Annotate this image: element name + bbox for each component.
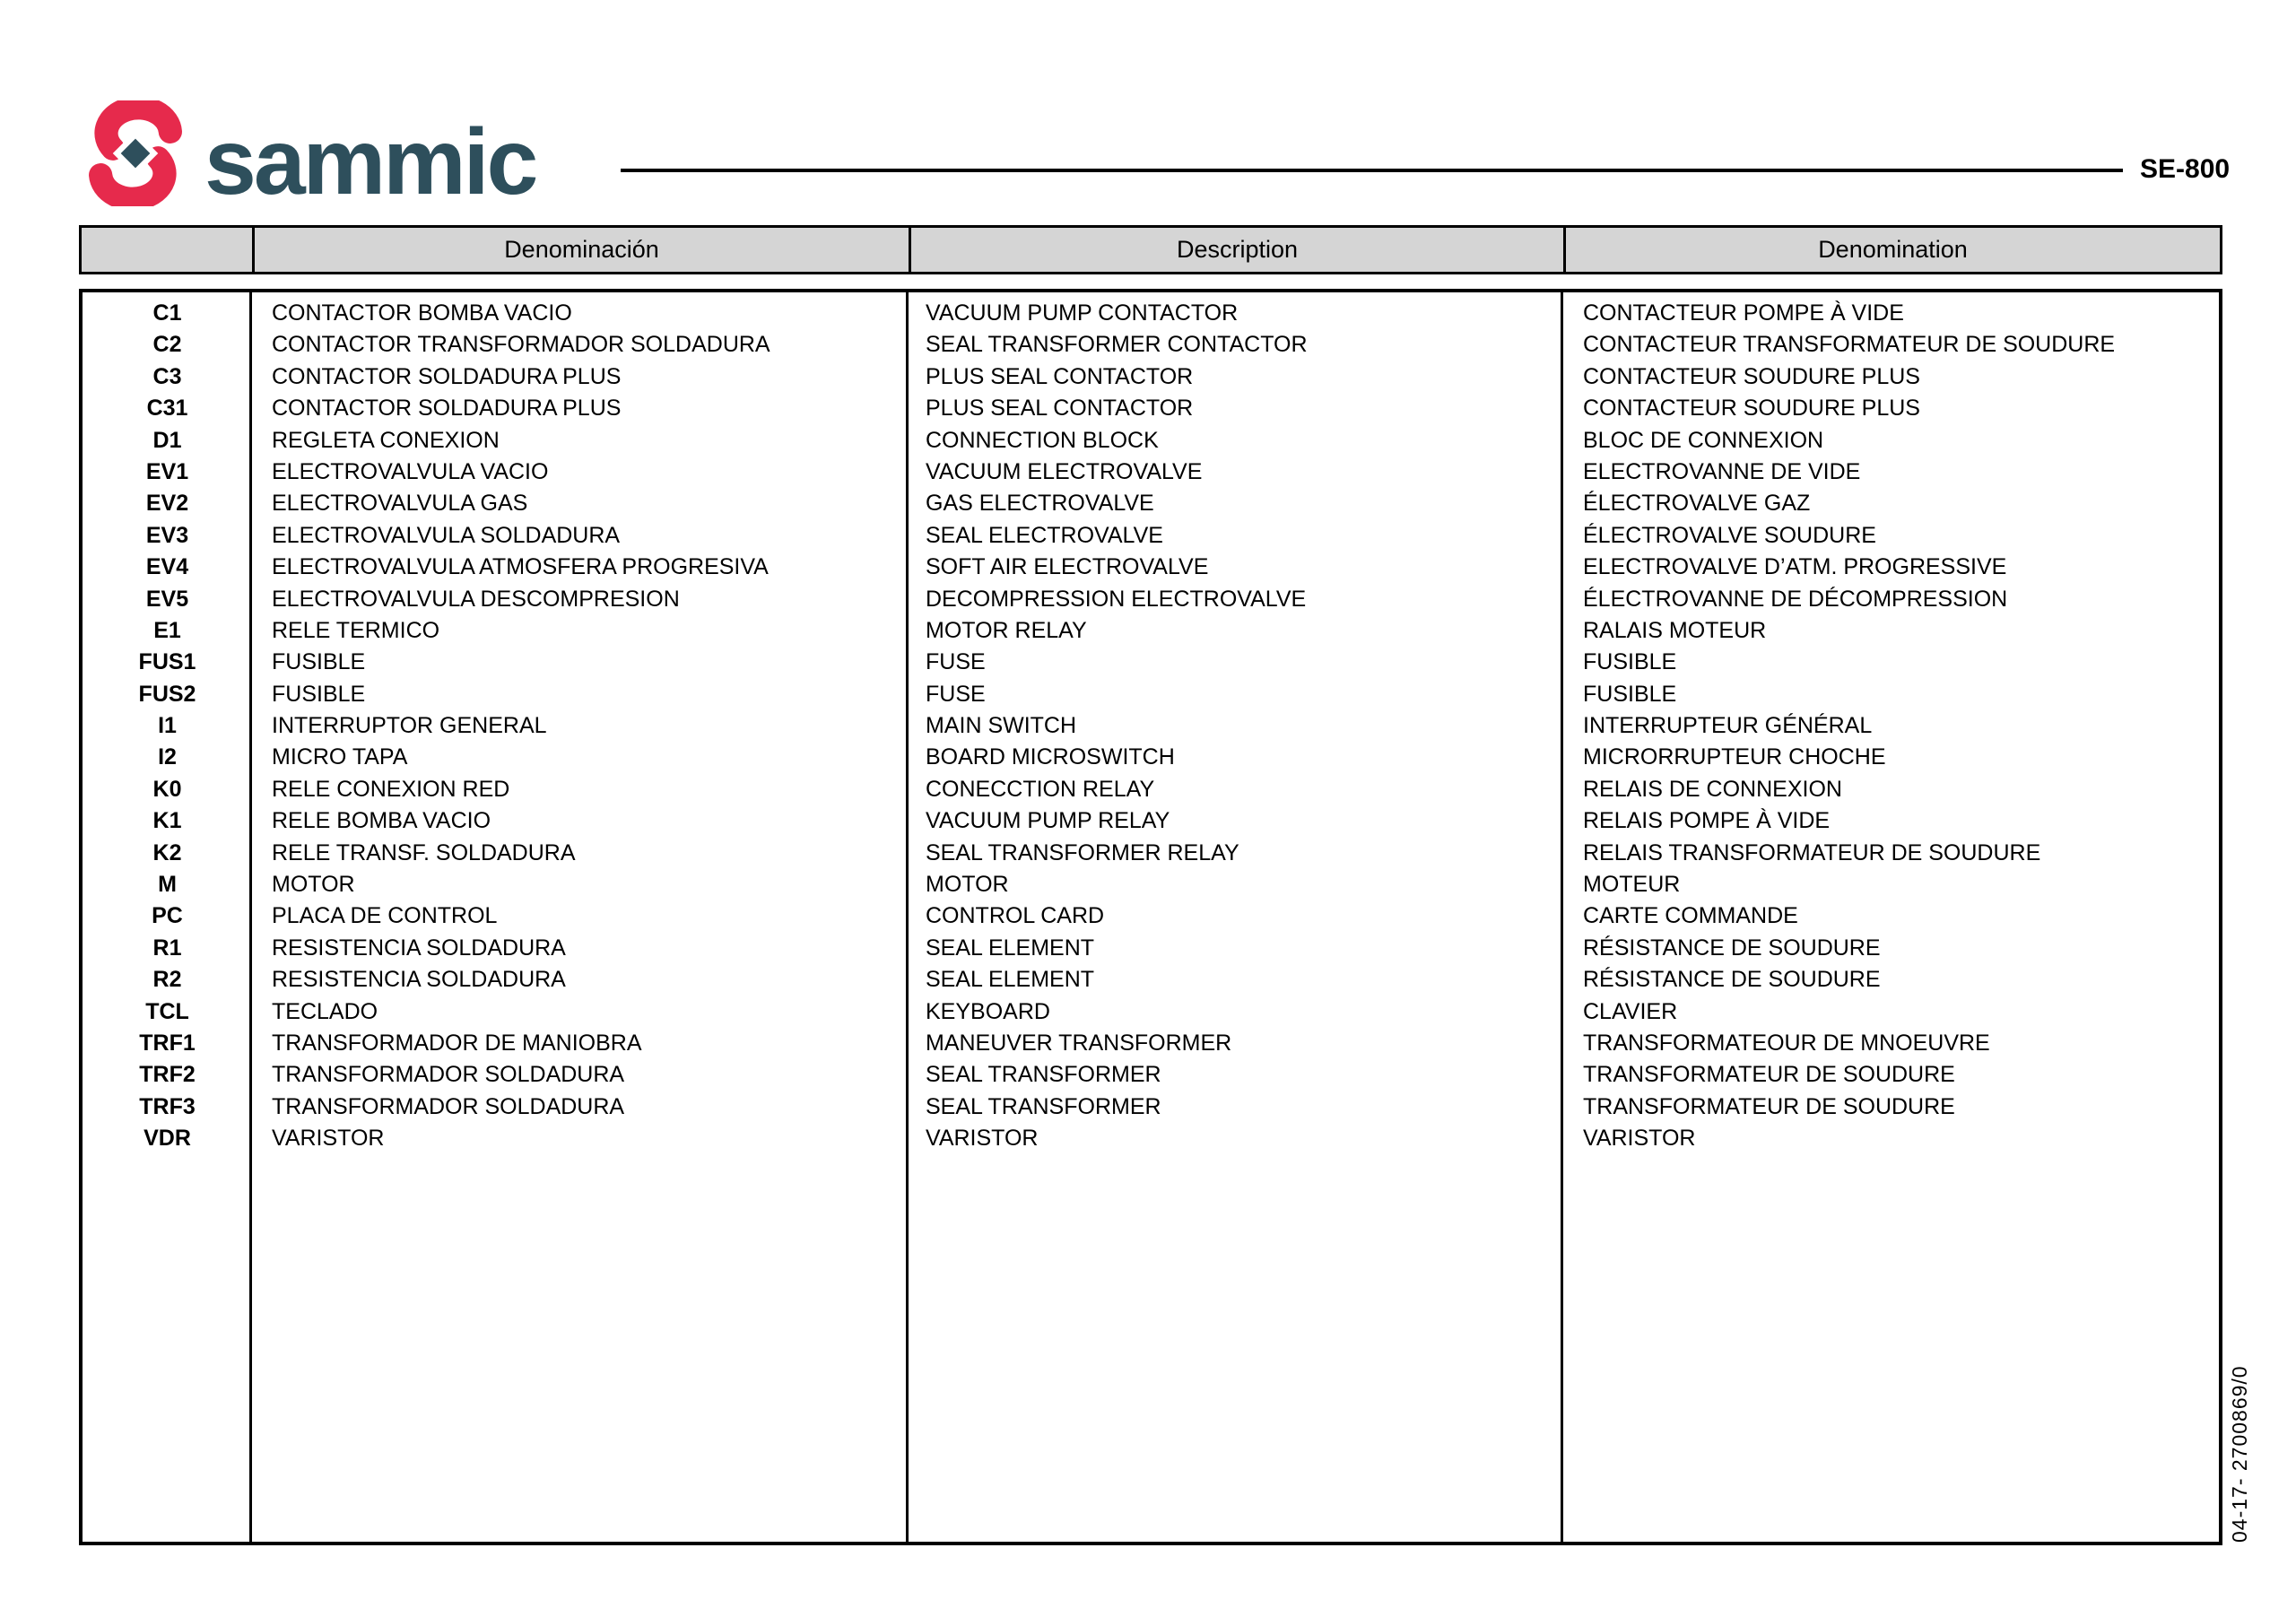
denominacion-cell: RELE TRANSF. SOLDADURA <box>272 839 576 865</box>
code-cell: FUS2 <box>138 681 196 707</box>
description-cell: CONECCTION RELAY <box>926 776 1155 802</box>
denomination-cell: CONTACTEUR TRANSFORMATEUR DE SOUDURE <box>1583 332 2116 358</box>
denomination-cell: RALAIS MOTEUR <box>1583 617 1767 643</box>
code-cell: TRF3 <box>139 1093 196 1119</box>
denomination-cell: RELAIS POMPE À VIDE <box>1583 808 1831 834</box>
table-row <box>83 488 2219 519</box>
description-cell: VACUUM ELECTROVALVE <box>926 458 1203 484</box>
description-cell: SEAL ELECTROVALVE <box>926 522 1163 548</box>
header-cell-code <box>82 228 252 272</box>
table-row <box>83 742 2219 773</box>
denomination-cell: TRANSFORMATEUR DE SOUDURE <box>1583 1093 1955 1119</box>
denominacion-cell: ELECTROVALVULA VACIO <box>272 458 549 484</box>
denominacion-cell: ELECTROVALVULA ATMOSFERA PROGRESIVA <box>272 554 769 580</box>
denominacion-cell: REGLETA CONEXION <box>272 427 500 453</box>
code-cell: EV5 <box>145 586 189 612</box>
denominacion-cell: PLACA DE CONTROL <box>272 903 498 929</box>
code-cell: E1 <box>153 617 181 643</box>
table-row <box>83 552 2219 583</box>
code-cell: EV3 <box>145 522 189 548</box>
denominacion-cell: ELECTROVALVULA GAS <box>272 491 528 517</box>
table-row <box>83 900 2219 932</box>
table-row <box>83 393 2219 424</box>
code-cell: C3 <box>152 363 182 389</box>
table-rows <box>83 292 2219 1155</box>
description-cell: FUSE <box>926 649 986 675</box>
denominacion-cell: TRANSFORMADOR DE MANIOBRA <box>272 1030 642 1056</box>
code-cell: K1 <box>152 808 182 834</box>
code-cell: C1 <box>152 300 182 326</box>
description-cell: VARISTOR <box>926 1126 1039 1152</box>
denomination-cell: BLOC DE CONNEXION <box>1583 427 1824 453</box>
table-row <box>83 933 2219 964</box>
description-cell: PLUS SEAL CONTACTOR <box>926 396 1194 422</box>
denominacion-cell: MICRO TAPA <box>272 744 408 770</box>
description-cell: VACUUM PUMP RELAY <box>926 808 1170 834</box>
parts-table <box>79 289 2222 1545</box>
header-cell-denominacion: Denominación <box>252 228 909 272</box>
description-cell: MANEUVER TRANSFORMER <box>926 1030 1232 1056</box>
denominacion-cell: RELE CONEXION RED <box>272 776 510 802</box>
code-cell: PC <box>152 903 183 929</box>
table-row <box>83 805 2219 837</box>
table-row <box>83 520 2219 552</box>
denomination-cell: RÉSISTANCE DE SOUDURE <box>1583 967 1881 993</box>
denomination-cell: FUSIBLE <box>1583 681 1677 707</box>
denomination-cell: MICRORRUPTEUR CHOCHE <box>1583 744 1886 770</box>
description-cell: KEYBOARD <box>926 998 1050 1024</box>
denominacion-cell: CONTACTOR SOLDADURA PLUS <box>272 396 622 422</box>
code-cell: TCL <box>145 998 189 1024</box>
code-cell: K0 <box>152 776 182 802</box>
description-cell: GAS ELECTROVALVE <box>926 491 1154 517</box>
table-row <box>83 1091 2219 1123</box>
description-cell: SEAL ELEMENT <box>926 967 1095 993</box>
table-row <box>83 710 2219 742</box>
code-cell: I2 <box>158 744 177 770</box>
denomination-cell: CONTACTEUR POMPE À VIDE <box>1583 300 1904 326</box>
table-row <box>83 329 2219 361</box>
denomination-cell: RÉSISTANCE DE SOUDURE <box>1583 935 1881 961</box>
table-row <box>83 584 2219 615</box>
table-row <box>83 996 2219 1028</box>
denomination-cell: CLAVIER <box>1583 998 1678 1024</box>
table-row <box>83 298 2219 329</box>
table-row <box>83 1123 2219 1154</box>
denomination-cell: RELAIS TRANSFORMATEUR DE SOUDURE <box>1583 839 2041 865</box>
description-cell: CONNECTION BLOCK <box>926 427 1159 453</box>
description-cell: SEAL TRANSFORMER CONTACTOR <box>926 332 1308 358</box>
denominacion-cell: TECLADO <box>272 998 378 1024</box>
table-row <box>83 425 2219 457</box>
denominacion-cell: ELECTROVALVULA DESCOMPRESION <box>272 586 680 612</box>
table-row <box>83 869 2219 900</box>
denomination-cell: VARISTOR <box>1583 1126 1696 1152</box>
table-row <box>83 615 2219 647</box>
denominacion-cell: CONTACTOR BOMBA VACIO <box>272 300 572 326</box>
table-row <box>83 774 2219 805</box>
code-cell: C31 <box>146 396 188 422</box>
denominacion-cell: FUSIBLE <box>272 649 366 675</box>
denominacion-cell: RELE BOMBA VACIO <box>272 808 491 834</box>
denominacion-cell: MOTOR <box>272 872 355 898</box>
description-cell: BOARD MICROSWITCH <box>926 744 1175 770</box>
description-cell: MAIN SWITCH <box>926 713 1077 739</box>
table-row <box>83 964 2219 996</box>
code-cell: C2 <box>152 332 182 358</box>
description-cell: VACUUM PUMP CONTACTOR <box>926 300 1239 326</box>
table-row <box>83 838 2219 869</box>
description-cell: DECOMPRESSION ELECTROVALVE <box>926 586 1307 612</box>
model-label: SE-800 <box>2140 154 2231 184</box>
code-cell: EV1 <box>145 458 189 484</box>
denominacion-cell: ELECTROVALVULA SOLDADURA <box>272 522 621 548</box>
table-row <box>83 457 2219 488</box>
denomination-cell: ELECTROVANNE DE VIDE <box>1583 458 1861 484</box>
denominacion-cell: FUSIBLE <box>272 681 366 707</box>
table-row <box>83 647 2219 678</box>
table-header-bar <box>79 225 2222 274</box>
code-cell: EV4 <box>145 554 189 580</box>
code-cell: EV2 <box>145 491 189 517</box>
denomination-cell: MOTEUR <box>1583 872 1681 898</box>
header-rule <box>621 169 2123 172</box>
denominacion-cell: RELE TERMICO <box>272 617 440 643</box>
code-cell: M <box>158 872 177 898</box>
denominacion-cell: RESISTENCIA SOLDADURA <box>272 935 566 961</box>
brand-header <box>79 100 536 215</box>
code-cell: K2 <box>152 839 182 865</box>
denomination-cell: CONTACTEUR SOUDURE PLUS <box>1583 396 1920 422</box>
denomination-cell: FUSIBLE <box>1583 649 1677 675</box>
denomination-cell: RELAIS DE CONNEXION <box>1583 776 1842 802</box>
code-cell: R2 <box>152 967 182 993</box>
table-row <box>83 1028 2219 1059</box>
denomination-cell: ELECTROVALVE D’ATM. PROGRESSIVE <box>1583 554 2007 580</box>
denomination-cell: ÉLECTROVALVE GAZ <box>1583 491 1811 517</box>
denominacion-cell: VARISTOR <box>272 1126 385 1152</box>
denominacion-cell: RESISTENCIA SOLDADURA <box>272 967 566 993</box>
code-cell: TRF1 <box>139 1030 196 1056</box>
header-cell-description: Description <box>909 228 1563 272</box>
denomination-cell: INTERRUPTEUR GÉNÉRAL <box>1583 713 1873 739</box>
denomination-cell: CONTACTEUR SOUDURE PLUS <box>1583 363 1920 389</box>
description-cell: SEAL TRANSFORMER <box>926 1093 1161 1119</box>
code-cell: FUS1 <box>138 649 196 675</box>
table-row <box>83 1059 2219 1091</box>
document-number: 04-17- 2700869/0 <box>2228 1365 2251 1543</box>
denominacion-cell: TRANSFORMADOR SOLDADURA <box>272 1062 625 1088</box>
description-cell: SEAL TRANSFORMER <box>926 1062 1161 1088</box>
table-row <box>83 679 2219 710</box>
description-cell: PLUS SEAL CONTACTOR <box>926 363 1194 389</box>
denomination-cell: ÉLECTROVANNE DE DÉCOMPRESSION <box>1583 586 2008 612</box>
header-cell-denomination: Denomination <box>1563 228 2220 272</box>
denominacion-cell: CONTACTOR SOLDADURA PLUS <box>272 363 622 389</box>
denominacion-cell: CONTACTOR TRANSFORMADOR SOLDADURA <box>272 332 770 358</box>
code-cell: R1 <box>152 935 182 961</box>
denominacion-cell: INTERRUPTOR GENERAL <box>272 713 547 739</box>
description-cell: CONTROL CARD <box>926 903 1105 929</box>
code-cell: D1 <box>152 427 182 453</box>
description-cell: SEAL TRANSFORMER RELAY <box>926 839 1239 865</box>
description-cell: MOTOR RELAY <box>926 617 1087 643</box>
code-cell: TRF2 <box>139 1062 196 1088</box>
description-cell: FUSE <box>926 681 986 707</box>
sammic-logo-icon <box>79 100 192 206</box>
denomination-cell: TRANSFORMATEUR DE SOUDURE <box>1583 1062 1955 1088</box>
code-cell: VDR <box>144 1126 191 1152</box>
description-cell: SEAL ELEMENT <box>926 935 1095 961</box>
denomination-cell: CARTE COMMANDE <box>1583 903 1798 929</box>
brand-name: sammic <box>204 110 536 215</box>
denomination-cell: ÉLECTROVALVE SOUDURE <box>1583 522 1876 548</box>
description-cell: SOFT AIR ELECTROVALVE <box>926 554 1209 580</box>
description-cell: MOTOR <box>926 872 1009 898</box>
denominacion-cell: TRANSFORMADOR SOLDADURA <box>272 1093 625 1119</box>
table-row <box>83 361 2219 393</box>
code-cell: I1 <box>158 713 177 739</box>
denomination-cell: TRANSFORMATEOUR DE MNOEUVRE <box>1583 1030 1990 1056</box>
